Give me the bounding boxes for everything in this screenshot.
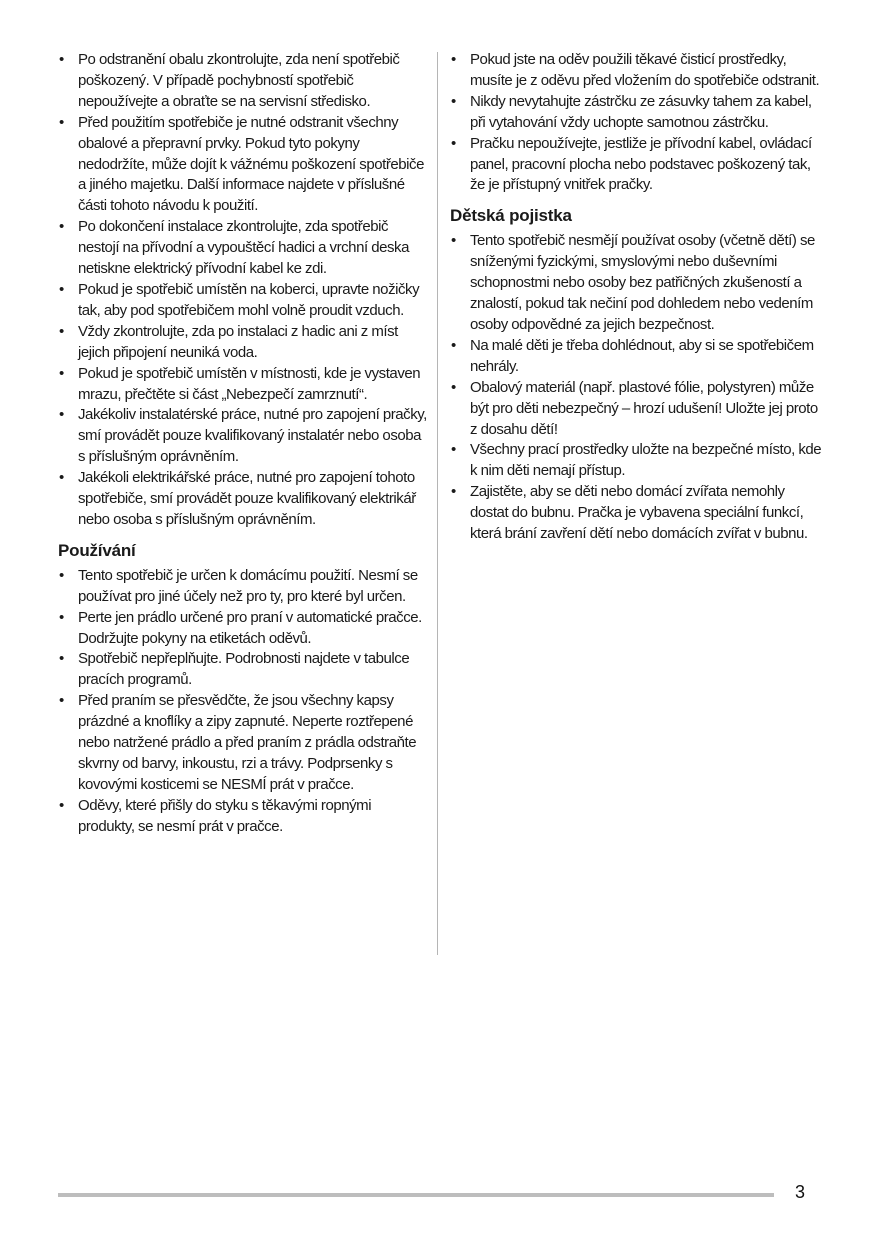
list-item: • Před použitím spotřebiče je nutné odstranit všechny obalové a přepravní prvky. Pokud tyto pokyny nedodržíte, může dojít k vážnému poškození spotřebiče a jiného majetku. Další informace najdete v příslušné části tohoto návodu k použití.: [58, 113, 430, 218]
page-number: 3: [795, 1182, 806, 1202]
list-item: • Pokud je spotřebič umístěn na koberci, upravte nožičky tak, aby pod spotřebičem mohl volně proudit vzduch.: [58, 280, 430, 322]
child-safety-heading: Dětská pojistka: [450, 206, 572, 226]
list-item: • Jakékoliv instalatérské práce, nutné pro zapojení pračky, smí provádět pouze kvalifikovaný instalatér nebo osoba s příslušným oprávněním.: [58, 405, 430, 468]
footer-rule: [58, 1193, 774, 1197]
list-item: • Všechny prací prostředky uložte na bezpečné místo, kde k nim děti nemají přístup.: [450, 440, 822, 482]
usage-list: [58, 566, 430, 838]
list-item: • Nikdy nevytahujte zástrčku ze zásuvky tahem za kabel, při vytahování vždy uchopte samotnou zástrčku.: [450, 92, 822, 134]
list-item: • Před praním se přesvědčte, že jsou všechny kapsy prázdné a knoflíky a zipy zapnuté. Neperte roztřepené nebo natržené prádlo a před praním z prádla odstraňte skvrny od barvy, inkoustu, rzi a trávy. Podprsenky s kovovými kosticemi se NESMÍ prát v pračce.: [58, 691, 430, 796]
left-column: [58, 50, 430, 838]
list-item: • Po dokončení instalace zkontrolujte, zda spotřebič nestojí na přívodní a vypouštěcí hadici a vrchní deska netiskne elektrický přívodní kabel ke zdi.: [58, 217, 430, 280]
list-item: • Pračku nepoužívejte, jestliže je přívodní kabel, ovládací panel, pracovní plocha nebo podstavec poškozený tak, že je přístupný vnitřek pračky.: [450, 134, 822, 197]
list-item: • Oděvy, které přišly do styku s těkavými ropnými produkty, se nesmí prát v pračce.: [58, 796, 430, 838]
list-item: • Po odstranění obalu zkontrolujte, zda není spotřebič poškozený. V případě pochybností spotřebič nepoužívejte a obraťte se na servisní středisko.: [58, 50, 430, 113]
list-item: • Vždy zkontrolujte, zda po instalaci z hadic ani z míst jejich připojení neuniká voda.: [58, 322, 430, 364]
column-divider: [437, 52, 438, 955]
safety-list: [58, 50, 430, 531]
usage-heading: Používání: [58, 540, 136, 560]
list-item: • Obalový materiál (např. plastové fólie, polystyren) může být pro děti nebezpečný – hrozí udušení! Uložte jej proto z dosahu dětí!: [450, 378, 822, 441]
list-item: • Tento spotřebič je určen k domácímu použití. Nesmí se používat pro jiné účely než pro ty, pro které byl určen.: [58, 566, 430, 608]
list-item: • Jakékoli elektrikářské práce, nutné pro zapojení tohoto spotřebiče, smí provádět pouze kvalifikovaný elektrikář nebo osoba s příslušným oprávněním.: [58, 468, 430, 531]
list-item: • Zajistěte, aby se děti nebo domácí zvířata nemohly dostat do bubnu. Pračka je vybavena speciální funkcí, která brání zavření dětí nebo domácích zvířat v bubnu.: [450, 482, 822, 545]
list-item: • Pokud je spotřebič umístěn v místnosti, kde je vystaven mrazu, přečtěte si část „Nebezpečí zamrznutí“.: [58, 364, 430, 406]
list-item: • Spotřebič nepřeplňujte. Podrobnosti najdete v tabulce pracích programů.: [58, 649, 430, 691]
list-item: • Perte jen prádlo určené pro praní v automatické pračce. Dodržujte pokyny na etiketách oděvů.: [58, 608, 430, 650]
list-item: • Tento spotřebič nesmějí používat osoby (včetně dětí) se sníženými fyzickými, smyslovými nebo duševními schopnostmi nebo osoby bez patřičných zkušeností a znalostí, pokud tak nečiní pod dohledem nebo vedením osoby odpovědné za jejich bezpečnost.: [450, 231, 822, 336]
child-safety-list: [450, 231, 822, 545]
right-column: [450, 50, 822, 545]
usage-list-continued: [450, 50, 822, 196]
list-item: • Pokud jste na oděv použili těkavé čisticí prostředky, musíte je z oděvu před vložením do spotřebiče odstranit.: [450, 50, 822, 92]
list-item: • Na malé děti je třeba dohlédnout, aby si se spotřebičem nehrály.: [450, 336, 822, 378]
